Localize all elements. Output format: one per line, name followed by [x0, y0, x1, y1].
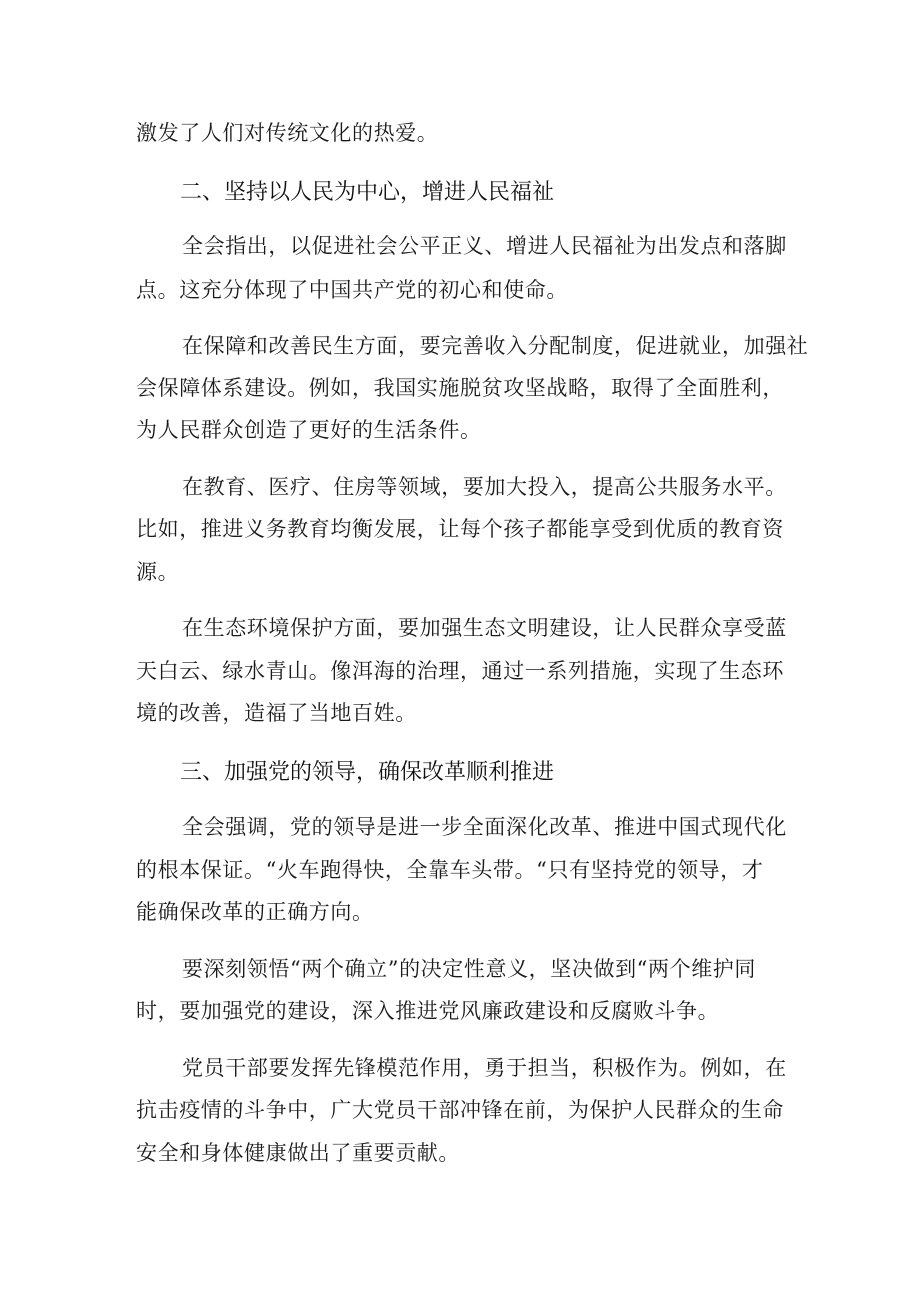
paragraph-line: 党员干部要发挥先锋模范作用，勇于担当，积极作为。例如，在 [182, 1056, 787, 1080]
paragraph-line: 时，要加强党的建设，深入推进党风廉政建设和反腐败斗争。 [136, 999, 720, 1023]
paragraph-line: 境的改善，造福了当地百姓。 [136, 701, 417, 725]
paragraph-line: 在保障和改善民生方面，要完善收入分配制度，促进就业，加强社 [182, 334, 809, 358]
paragraph-line: 的根本保证。“火车跑得快，全靠车头带。“只有坚持党的领导，才 [136, 858, 764, 882]
paragraph-line: 在教育、医疗、住房等领域，要加大投入，提高公共服务水平。 [182, 475, 787, 499]
paragraph-line: 天白云、绿水青山。像洱海的治理，通过一系列措施，实现了生态环 [136, 659, 784, 683]
paragraph-line: 会保障体系建设。例如，我国实施脱贫攻坚战略，取得了全面胜利， [136, 376, 784, 400]
paragraph-line: 安全和身体健康做出了重要贡献。 [136, 1141, 460, 1165]
paragraph-line: 点。这充分体现了中国共产党的初心和使命。 [136, 278, 568, 302]
paragraph-line: 源。 [136, 560, 180, 584]
paragraph-line: 能确保改革的正确方向。 [136, 900, 374, 924]
paragraph-line: 在生态环境保护方面，要加强生态文明建设，让人民群众享受蓝 [182, 616, 787, 640]
paragraph-line: 全会强调，党的领导是进一步全面深化改革、推进中国式现代化 [182, 815, 787, 839]
paragraph-line: 抗击疫情的斗争中，广大党员干部冲锋在前，为保护人民群众的生命 [136, 1098, 784, 1122]
paragraph-line: 激发了人们对传统文化的热爱。 [136, 121, 439, 145]
paragraph-line: 要深刻领悟“两个确立”的决定性意义，坚决做到“两个维护同 [182, 957, 757, 981]
paragraph-line: 全会指出，以促进社会公平正义、增进人民福祉为出发点和落脚 [182, 234, 787, 258]
section-heading-3: 三、加强党的领导，确保改革顺利推进 [180, 760, 555, 785]
section-heading-2: 二、坚持以人民为中心，增进人民福祉 [180, 180, 555, 205]
paragraph-line: 比如，推进义务教育均衡发展，让每个孩子都能享受到优质的教育资 [136, 517, 784, 541]
paragraph-line: 为人民群众创造了更好的生活条件。 [136, 418, 482, 442]
